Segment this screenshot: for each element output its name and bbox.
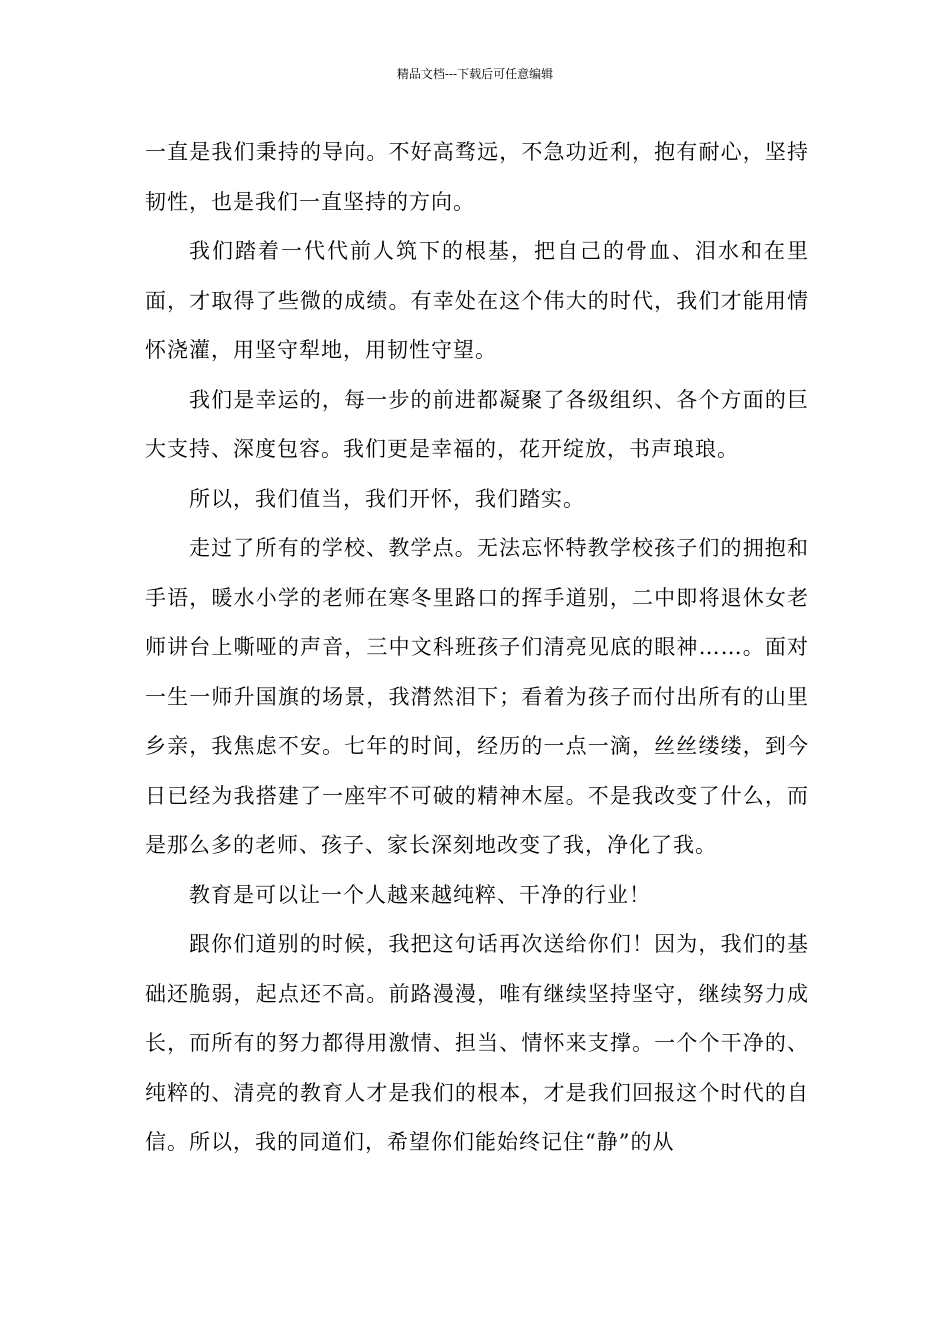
paragraph: 走过了所有的学校、教学点。无法忘怀特教学校孩子们的拥抱和手语，暖水小学的老师在寒冬里路口的挥手道别，二中即将退休女老师讲台上嘶哑的声音，三中文科班孩子们清亮见底的眼神……。面对一生一师升国旗的场景，我潸然泪下；看着为孩子而付出所有的山里乡亲，我焦虑不安。七年的时间，经历的一点一滴，丝丝缕缕，到今日已经为我搭建了一座牢不可破的精神木屋。不是我改变了什么，而是那么多的老师、孩子、家长深刻地改变了我，净化了我。: [145, 536, 809, 857]
paragraph: 我们踏着一代代前人筑下的根基，把自己的骨血、泪水和在里面，才取得了些微的成绩。有幸处在这个伟大的时代，我们才能用情怀浇灌，用坚守犁地，用韧性守望。: [145, 239, 809, 362]
paragraph: 一直是我们秉持的导向。不好高骛远，不急功近利，抱有耐心，坚持韧性，也是我们一直坚持的方向。: [145, 140, 809, 214]
paragraph: 我们是幸运的，每一步的前进都凝聚了各级组织、各个方面的巨大支持、深度包容。我们更是幸福的，花开绽放，书声琅琅。: [145, 387, 809, 461]
document-body: [145, 128, 809, 1168]
page-header: 精品文档---下载后可任意编辑: [396, 67, 554, 81]
paragraph: 所以，我们值当，我们开怀，我们踏实。: [189, 486, 585, 511]
paragraph: 跟你们道别的时候，我把这句话再次送给你们！因为，我们的基础还脆弱，起点还不高。前路漫漫，唯有继续坚持坚守，继续努力成长，而所有的努力都得用激情、担当、情怀来支撑。一个个干净的、纯粹的、清亮的教育人才是我们的根本，才是我们回报这个时代的自信。所以，我的同道们，希望你们能始终记住“静”的从: [145, 932, 809, 1154]
paragraph: 教育是可以让一个人越来越纯粹、干净的行业！: [189, 882, 651, 907]
